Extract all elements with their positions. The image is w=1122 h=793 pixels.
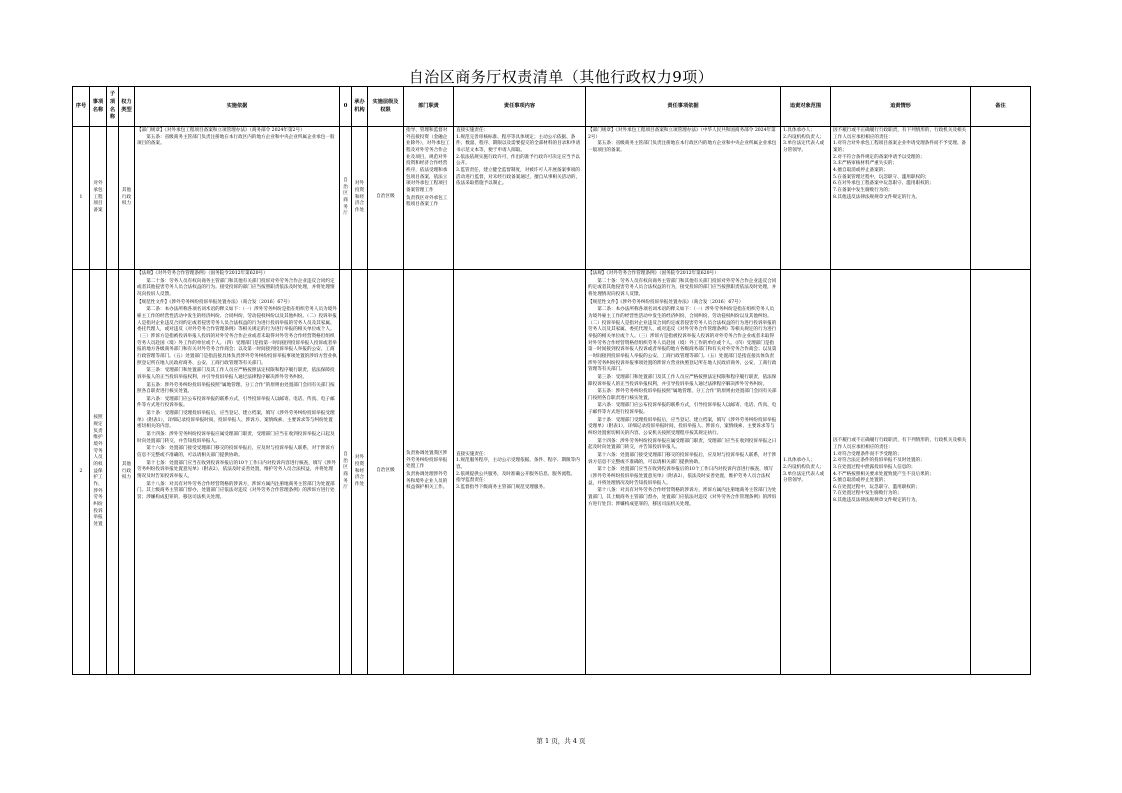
basis-block: 第十六条：处置部门接受受理部门移交的投诉举报后，应及时与投诉举报人联系，对于涉诉方信息不完整或不准确的，可以请相关部门提供协助。 — [137, 446, 335, 459]
row-item-name: 按照规定负责维护境外劳务人员的权益保护工作、涉外劳务纠纷投诉举报处置 — [90, 270, 107, 675]
header-zero: 0 — [340, 87, 352, 127]
basis-block: 第二条：本办法所称各项名词术语的释义如下：（一）涉外劳务纠纷是指在组织劳务人员为境外雇主工作的经营性活动中发生的经济纠纷、合同纠纷、劳动侵权纠纷以及其他纠纷。（二）投诉举报人是指对企业违反合同约定或者侵害劳务人员合法权益的行为进行投诉举报的劳务人员及其家属、委托代理人，或对违反《对外劳务合作管理条例》等相关规定的行为进行举报的相关单位或个人。（三）涉诉方是指被投诉举报人投诉的对外劳务合作企业或者未取得对外劳务合作经营资格但组织劳务人员赴国（境）外工作的单位或个人。（四）受理部门是指第一时间接到投诉举报人投诉或者举报的地方各级商务部门和有关对外劳务合作商会；以及第一时间接到投诉举报人举报的公安、工商行政管理等部门。（五）处置部门是指直接具体负责涉外劳务纠纷投诉举报事项处置的涉诉方营业执照登记所在地人民政府商务、公安、工商行政管理等有关部门。 — [137, 307, 337, 366]
resp-basis-block: 第二十条：劳务人员有权向商务主管部门和其他有关部门投诉对外劳务合作企业违反合同约定或者其他侵害劳务人员合法权益的行为，接受投诉的部门应当按照职责依法及时处理，并将处理情况向投诉人反馈。 — [588, 278, 777, 297]
basis-block: 第五条：涉外劳务纠纷投诉举报按照“属地管理、分工合作”的原则由处置部门会同有关部门按照各自职责进行核实处置。 — [137, 382, 335, 395]
row-dept-duty-text: 负责我区对外承包工程项目备案工作 — [406, 195, 448, 208]
basis-block: 【规范性文件】《涉外劳务纠纷投诉举报处置办法》（商合发〔2016〕67号） — [137, 299, 293, 305]
basis-block: 第十四条：涉外劳务纠纷投诉举报应属受理部门职责，受理部门应当在收到投诉举报之日起及时向处置部门转交，并告知投诉举报人。 — [137, 432, 335, 444]
row-seq: 2 — [73, 270, 90, 675]
header-agency: 承办机构 — [352, 87, 368, 127]
row-agency: 对外投资和经济合作处 — [352, 127, 368, 270]
row-zero: 自治区商务厅 — [340, 127, 352, 270]
header-row — [73, 87, 1031, 127]
resp-basis-block: 第十七条：处置部门应当在收到投诉举报后的10个工作日内对投诉内容进行核查，填写《涉外劳务纠纷投诉举报处置意见单》（附表2），依法及时妥善处置，维护劳务人员合法权益，并将处理情况及时告知投诉举报人。 — [588, 467, 774, 486]
row-sub-item — [107, 270, 119, 675]
resp-basis-block: 第十六条：处置部门接受受理部门移交的投诉举报后，应及时与投诉举报人联系，对于涉诉方信息不完整或不准确的，可以请相关部门提供协助。 — [588, 453, 777, 465]
row-basis-text: 【部门规章】《对外承包工程项目备案和立项管理办法》（商务部令 2024年第2号） 第五条：省级商务主管部门负责注册地在本行政区内的地方企业和中央企业所属企业承包一般项目的备案。 — [137, 128, 335, 147]
basis-block: 第十八条：对具有对外劳务合作经营资格的涉诉方，涉诉方属内注册地商务主管部门为处置部门。其上级商务主管部门督办，处置部门应依法对违反《对外劳务合作管理条例》的涉诉方进行处罚；涉嫌构成犯罪的，移送司法机关处理。 — [137, 481, 335, 500]
row-scope — [781, 270, 831, 675]
row-cases-text: 因不履行或不正确履行行政职责，有下列情形的，行政机关及相关工作人员应承担相应的责任： 1.对符合受理条件而不予受理的； 2.对符合法定条件的投诉举报不及时处置的； 3.在处置过程中泄露投诉举报人信息的； 4.不严格按照相关要求处置致使产生不良后果的； 5.擅自取消或停止处置的； 6.在处置过程中，玩忽职守、滥用职权的； 7.在处置过程中发生腐败行为的； 8.其他违反法律法规规章文件规定的行为。 — [833, 438, 967, 504]
row-agency: 对外投资和经济合作处 — [352, 270, 368, 675]
table-row — [73, 270, 1031, 675]
row-scope-text: 1.具体承办人； 2.内设机构负责人； 3.单位法定代表人或分管领导。 — [783, 128, 825, 153]
basis-block: 第三条：受理部门和处置部门及其工作人员应严格按照法定权限和程序履行职责，依法保障投诉举报人的正当投诉举报权利，并引导投诉举报人通过法律程序解决涉外劳务纠纷。 — [137, 368, 335, 380]
header-resp-basis: 责任事项依据 — [586, 87, 781, 127]
row-scope-text: 1.具体承办人； 2.内设机构负责人； 3.单位法定代表人或分管领导。 — [783, 458, 825, 484]
row-cases-text: 因不履行或不正确履行行政职责，有下列情形的，行政机关及相关工作人员应承担相应的责任： 1.对符合对外承包工程项目备案企业申请受理条件而不予受理、备案的； 2.对不符合条件规定的备案申请予以受理的； 3.未严格审核材料严重失实的； 4.擅自取消或停止备案的； 5.在备案管理过程中，玩忽职守、滥用职权的； 6.在对外承包工程备案中玩忽职守、滥用职权的； 7.在备案中发生腐败行为的； 8.其他违反法律法规规章文件规定的行为。 — [833, 128, 967, 200]
resp-basis-block: 第十四条：涉外劳务纠纷投诉举报应属受理部门职责，受理部门应当在收到投诉举报之日起及时向处置部门转交，并告知投诉举报人。 — [588, 438, 777, 451]
row-basis — [135, 270, 340, 675]
header-sub-item: 子项名称 — [107, 87, 119, 127]
resp-basis-block: 第十八条：对具有对外劳务合作经营资格的涉诉方，涉诉方属内注册地商务主管部门为处置部门，其上级商务主管部门督办，处置部门应依法对违反《对外劳务合作管理条例》的涉诉方进行处罚；涉嫌构成犯罪的，移送司法机关处理。 — [588, 488, 777, 507]
row-seq: 1 — [73, 127, 90, 270]
power-responsibility-table — [72, 86, 1031, 675]
resp-basis-block: 【法规】《对外劳务合作管理条例》（国务院令2012年第620号） — [588, 271, 719, 276]
basis-block: 第六条：受理部门应公布投诉举报的联系方式，引导投诉举报人以邮寄、电话、传真、电子邮件等方式进行投诉举报。 — [137, 396, 335, 409]
row-resp-basis — [586, 127, 781, 270]
row-zero: 自治区商务厅 — [340, 270, 352, 675]
row-dept-duty-text: 负责协调处置我区涉外劳务纠纷投诉举报处置工作 — [406, 451, 448, 470]
header-level: 实施层级及权限 — [368, 87, 404, 127]
basis-block: 第二十条：劳务人员有权向商务主管部门和其他有关部门投诉对外劳务合作企业违反合同约定或者其他侵害劳务人员合法权益的行为。接受投诉的部门应当按照职责依法及时处理，并将处理情况向投诉人反馈。 — [137, 278, 335, 297]
resp-basis-block: 第十条：受理部门受理投诉举报后，应当登记、建立档案，填写《涉外劳务纠纷投诉举报受理单》（附表1），详细记录投诉举报时间、投诉举报人、涉诉方、案情线索、主要诉求等与纠纷处置密切相关的内容，公安机关按照受理程序按其规定执行。 — [588, 417, 777, 437]
row-dept-duty — [404, 270, 454, 675]
row-resp-basis — [586, 270, 781, 675]
resp-basis-block: 第二条：本办法所称各项名词术语的释义如下：（一）涉外劳务纠纷是指在组织劳务人员为境外雇主工作的经营性活动中发生的经济纠纷、合同纠纷、劳动侵权纠纷以及其他纠纷。（二）投诉举报人是指对企业违反合同约定或者侵害劳务人员合法权益的行为进行投诉举报的劳务人员及其家属、委托代理人，或对违反《对外劳务合作管理条例》等相关规定的行为进行举报的相关单位或个人。（三）涉诉方是指被投诉举报人投诉的对外劳务合作企业或者未取得对外劳务合作经营资格但组织劳务人员赴国（境）外工作的单位或个人。（四）受理部门是指第一时间接到投诉举报人投诉或者举报的地方各级商务部门和有关对外劳务合作商会；以及第一时间接到投诉举报人举报的公安、工商行政管理等部门。（五）处置部门是指直接具体负责涉外劳务纠纷投诉举报事项处置的涉诉方营业执照登记所在地人民政府商务、公安、工商行政管理等有关部门。 — [588, 307, 777, 373]
header-power-type: 权力类型 — [119, 87, 135, 127]
basis-block: 第十七条：处置部门应当在收到投诉举报后的10个工作日内对投诉内容进行核查，填写《涉外劳务纠纷投诉举报处置意见单》（附表2），依法及时妥善处置，维护劳务人员合法权益，并将处理情况及时告知投诉举报人。 — [137, 460, 336, 480]
header-accountability-scope: 追责对象范围 — [781, 87, 831, 127]
header-seq: 序号 — [73, 87, 90, 127]
row-remarks — [971, 270, 1031, 675]
header-remarks: 备注 — [971, 87, 1031, 127]
row-level-text: 自治区级 — [376, 468, 395, 474]
row-dept-duty — [404, 127, 454, 270]
row-item-name: 对外承包工程项目备案 — [90, 127, 107, 270]
row-level-text: 自治区级 — [376, 194, 395, 200]
basis-block: 【法规】《对外劳务合作管理条例》（国务院令2012年第620号） — [137, 271, 268, 276]
row-dept-duty-detail: 指导、管理和监督对外直接投资（金融企业除外），对外承包工程及对外劳务合作企业及项目，规范对外投资和经济合作经营秩序，依法受理和承包项目备案，依法立项对外承包工程项目备案管理工作 — [406, 128, 450, 193]
table-row — [73, 127, 1031, 270]
page-footer: 第 1 页，共 4 页 — [536, 737, 586, 745]
resp-basis-block: 第三条：受理部门和处置部门及其工作人员应严格按照法定权限和程序履行职责，依法保障投诉举报人的正当投诉举报权利，并引导投诉举报人通过法律程序解决涉外劳务纠纷。 — [588, 374, 777, 387]
row-level — [368, 127, 404, 270]
row-resp-basis-text: 【部门规章】《对外承包工程项目备案和立项管理办法》（中华人民共和国商务部令 2024年第2号） 第五条：省级商务主管部门负责注册地在本行政区内的地方企业和中央企业所属企业承包一般项目的备案。 — [588, 128, 777, 153]
resp-basis-block: 【规范性文件】《涉外劳务纠纷投诉举报处置办法》（商合发〔2016〕67号） — [588, 299, 744, 305]
header-basis: 实施依据 — [135, 87, 340, 127]
row-remarks — [971, 127, 1031, 270]
row-resp-content-text: 直接实施责任： 1.规范完善审核标准、程序等具体规定；主动公示依据、条件、数量、程序、期限以及需要提交的全部材料的目录和申请书示范文本等，便于申请人阅取。 2.依法依规实施行政许可，作出的准予行政许可决定应当予以公开。 3.监管责任，建立健全监督制度，对被许可人开展备案事项的活动进行监督，对未经行政备案通过，擅自从事相关活动的，依法采取措施予以制止。 — [456, 128, 581, 187]
header-accountability-cases: 追责情形 — [831, 87, 971, 127]
header-resp-content: 责任事项内容 — [454, 87, 586, 127]
row-power-type: 其他行政权力 — [119, 127, 135, 270]
row-level — [368, 270, 404, 675]
row-cases — [831, 270, 971, 675]
resp-basis-block: 第五条：涉外劳务纠纷投诉举报按照“属地管理、分工合作”的原则由处置部门会同有关部门按照各自职责进行核实处置。 — [588, 389, 777, 401]
row-resp-content-text: 直接实施责任： 1.规范服务程序，主动公示受理依据、条件、程序、期限等内容。 2.依规提供公共服务，及时准确公开服务信息、服务流程。 指导监督责任： 3.监督指导下级商务主管部门规范受理服务。 — [456, 451, 580, 490]
resp-basis-block: 第六条：受理部门应公布投诉举报的联系方式，引导投诉举报人以邮寄、电话、传真、电子邮件等方式进行投诉举报。 — [588, 403, 777, 416]
row-power-type: 其他行政权力 — [119, 270, 135, 675]
row-cases — [831, 127, 971, 270]
row-dept-duty-detail: 负责协调处理涉外劳务和境外企业人员的权益保护相关工作。 — [406, 472, 448, 491]
row-scope — [781, 127, 831, 270]
basis-block: 第十条：受理部门受理投诉举报后，应当登记、建立档案，填写《涉外劳务纠纷投诉举报受理单》（附表1），详细记录投诉举报时间、投诉举报人、涉诉方、案情线索、主要诉求等与纠纷处置密切相关的内容。 — [137, 411, 335, 430]
page-title: 自治区商务厅权责清单（其他行政权力9项） — [408, 68, 714, 86]
row-sub-item — [107, 127, 119, 270]
row-resp-content — [454, 270, 586, 675]
row-resp-content — [454, 127, 586, 270]
row-basis — [135, 127, 340, 270]
header-item-name: 事项名称 — [90, 87, 107, 127]
header-dept-duty: 部门职责 — [404, 87, 454, 127]
